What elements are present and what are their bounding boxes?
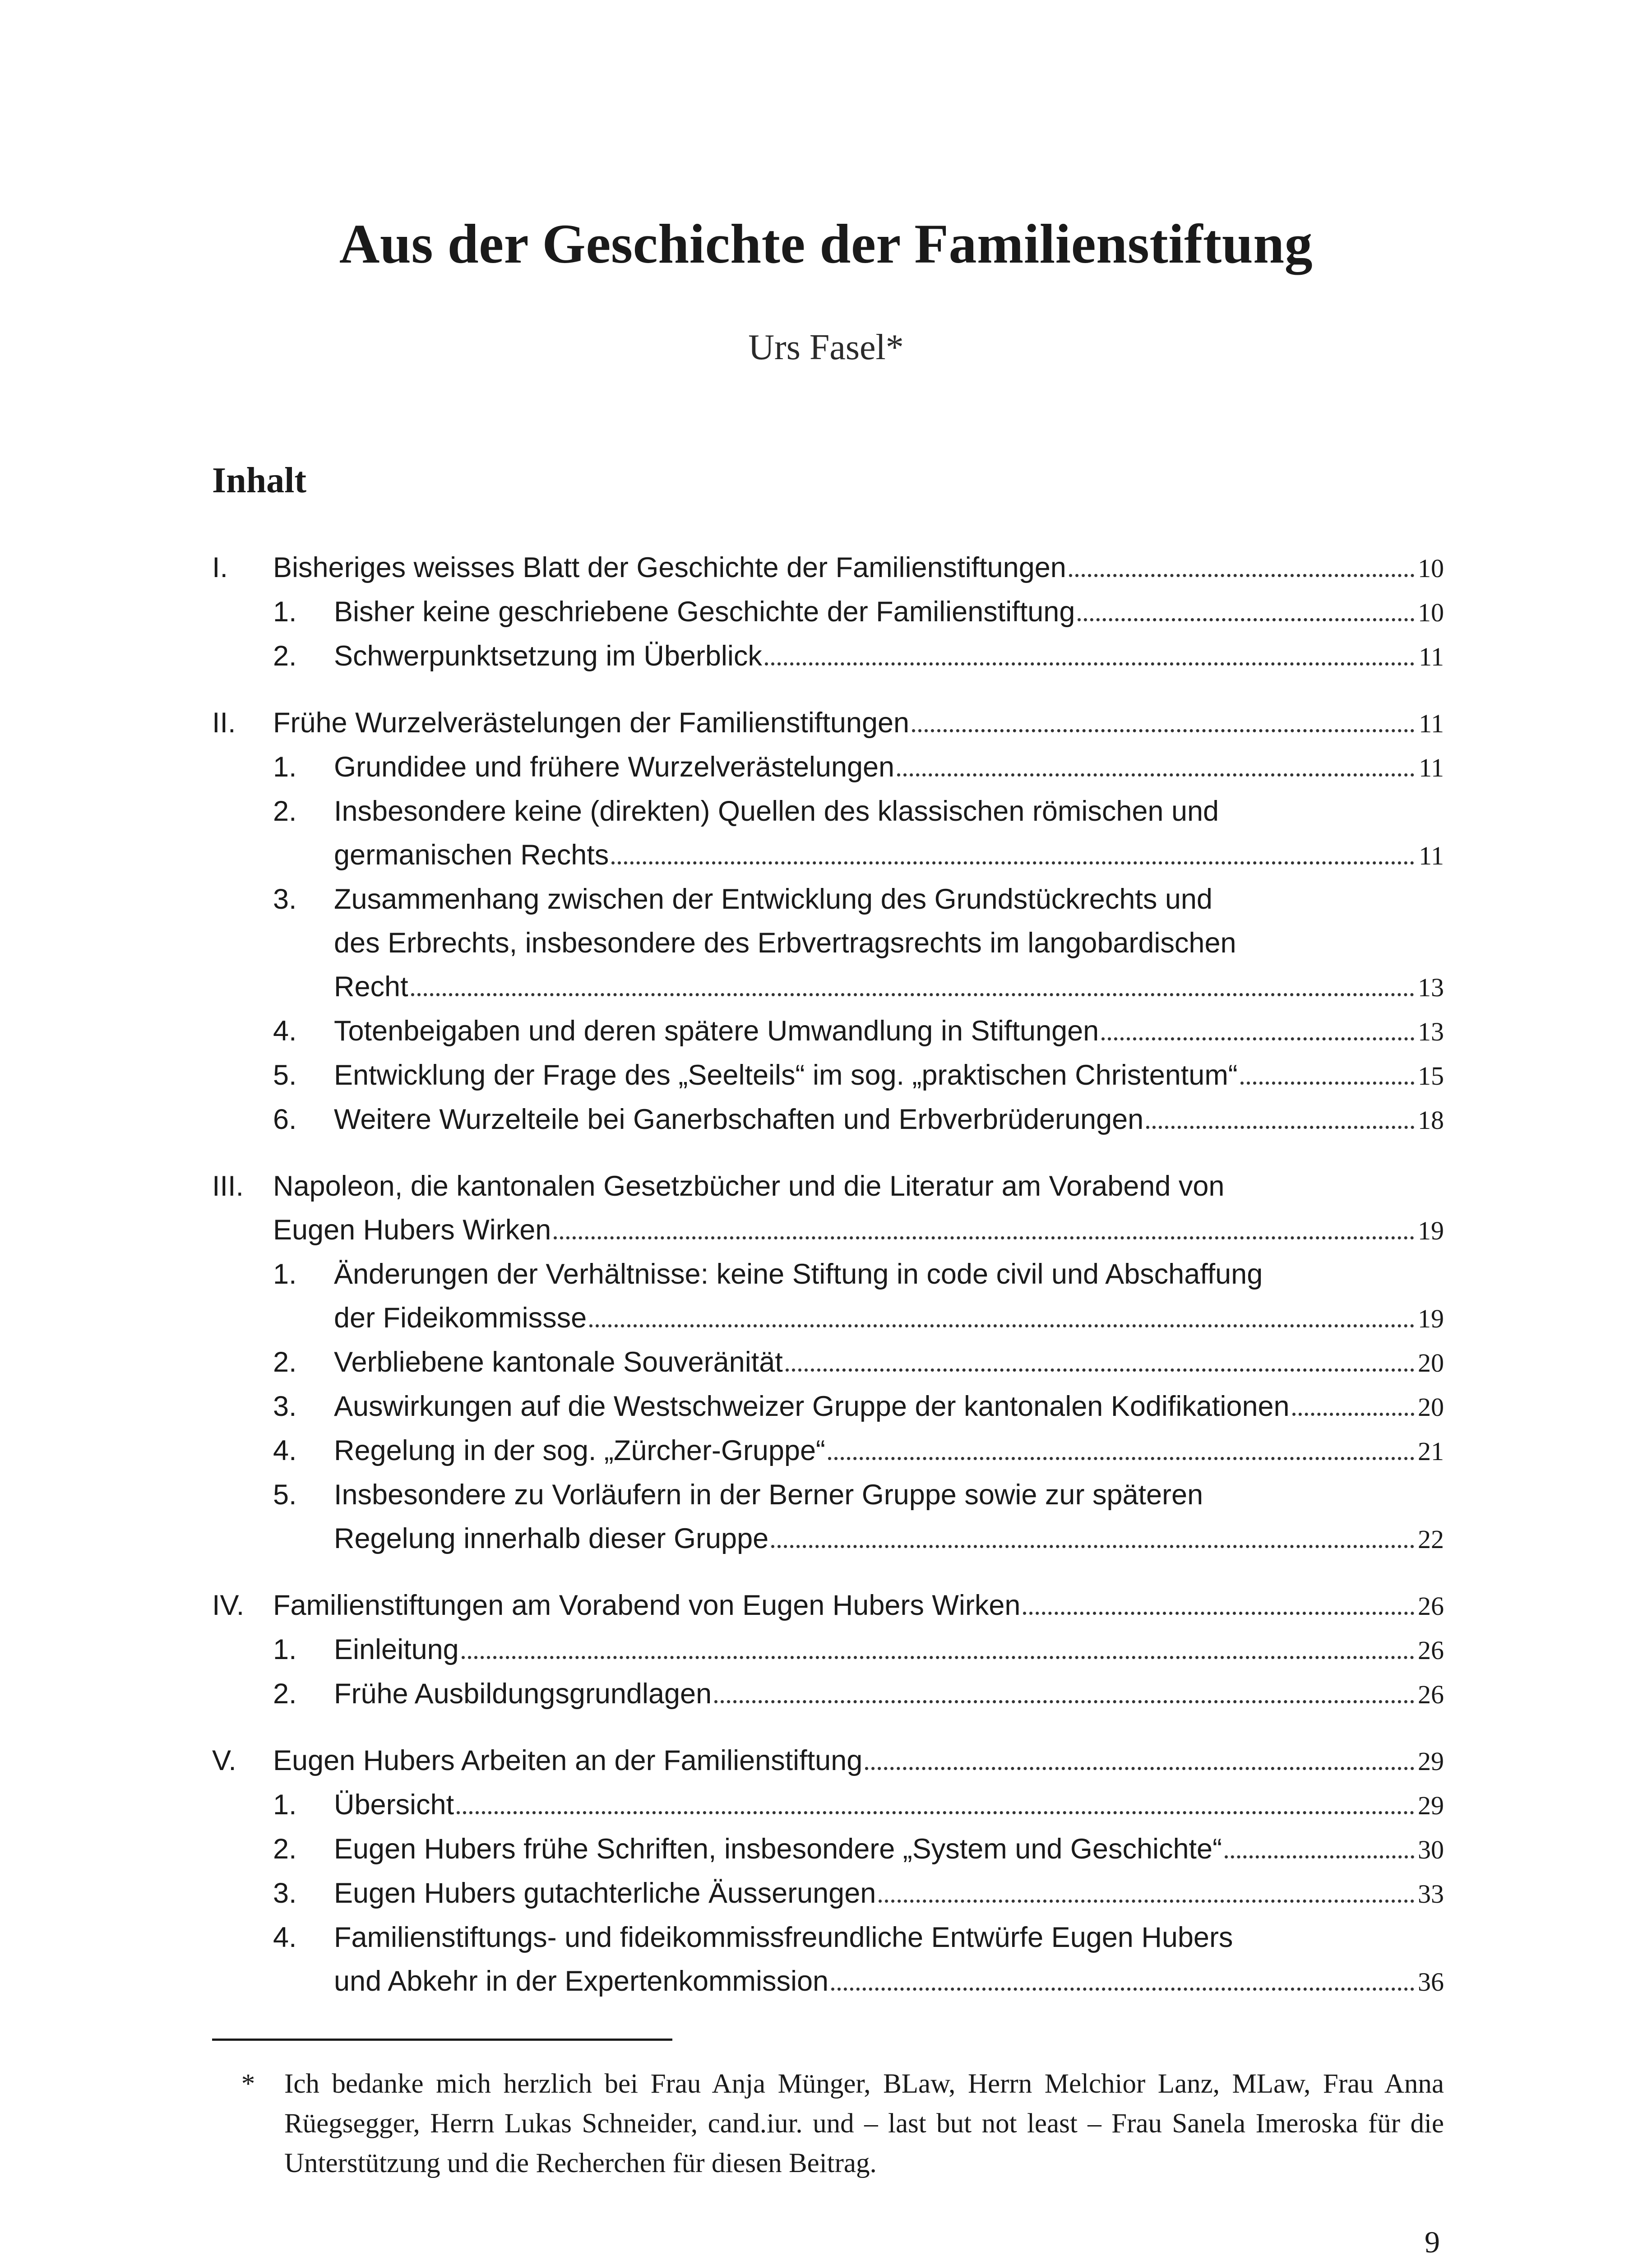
toc-section-entry: [212, 1739, 1444, 1783]
toc-entry-number: V.: [212, 1745, 236, 1776]
toc-page-number: 11: [1419, 753, 1444, 782]
toc-entry-number: 3.: [273, 1391, 297, 1422]
toc-entry-number: 1.: [273, 751, 297, 783]
toc-page-number: 15: [1418, 1061, 1444, 1091]
dot-leader: [879, 1900, 1414, 1903]
toc-subsection-entry: [212, 745, 1444, 790]
dot-leader: [1101, 1037, 1414, 1040]
toc-entry-text: Eugen Hubers Wirken: [273, 1214, 551, 1246]
toc-section-entry: [212, 1165, 1444, 1253]
toc-page-number: 26: [1418, 1680, 1444, 1709]
toc-page-number: 10: [1418, 554, 1444, 583]
dot-leader: [765, 662, 1414, 666]
toc-entry-number: 6.: [273, 1104, 297, 1135]
toc-subsection-entry: [212, 1672, 1444, 1716]
toc-entry-text: Familienstiftungs- und fideikommissfreundliche Entwürfe Eugen Hubers: [334, 1922, 1233, 1953]
toc-entry-number: 2.: [273, 1833, 297, 1865]
toc-entry-number: 2.: [273, 795, 297, 827]
toc-section: [212, 1739, 1444, 2004]
toc-subsection-entry: [212, 1429, 1444, 1473]
toc-page-number: 20: [1418, 1392, 1444, 1422]
toc-page-number: 30: [1418, 1835, 1444, 1864]
toc-page-number: 19: [1418, 1304, 1444, 1333]
toc-page-number: 26: [1418, 1591, 1444, 1621]
toc-entry-text: Grundidee und frühere Wurzelverästelungen: [334, 751, 895, 783]
dot-leader: [786, 1368, 1414, 1372]
toc-entry-text: Bisheriges weisses Blatt der Geschichte der Familienstiftungen: [273, 552, 1066, 583]
toc-entry-number: 2.: [273, 1346, 297, 1378]
toc-page-number: 11: [1419, 642, 1444, 671]
toc-entry-text: Weitere Wurzelteile bei Ganerbschaften und Erbverbrüderungen: [334, 1104, 1144, 1135]
toc-entry-text: Regelung in der sog. „Zürcher-Gruppe“: [334, 1435, 826, 1466]
page-number: 9: [1425, 2225, 1440, 2256]
toc-page-number: 18: [1418, 1105, 1444, 1135]
toc-entry-number: III.: [212, 1170, 244, 1202]
toc-page-number: 21: [1418, 1437, 1444, 1466]
dot-leader: [831, 1988, 1414, 1991]
toc-entry-number: 5.: [273, 1059, 297, 1091]
toc-subsection-entry: [212, 1783, 1444, 1827]
toc-subsection-entry: [212, 790, 1444, 878]
dot-leader: [1146, 1126, 1414, 1129]
toc-entry-text: Totenbeigaben und deren spätere Umwandlung in Stiftungen: [334, 1015, 1099, 1047]
toc-subsection-entry: [212, 590, 1444, 634]
toc-entry-number: 1.: [273, 1634, 297, 1665]
toc-entry-text: Recht: [334, 971, 408, 1003]
toc-subsection-entry: [212, 1916, 1444, 2004]
toc-page-number: 13: [1418, 1017, 1444, 1046]
toc-entry-text: Insbesondere keine (direkten) Quellen des klassischen römischen und: [334, 795, 1219, 827]
toc-subsection-entry: [212, 1009, 1444, 1054]
toc-page-number: 29: [1418, 1747, 1444, 1776]
toc-entry-text: der Fideikommissse: [334, 1302, 587, 1334]
toc-entry-number: 2.: [273, 640, 297, 672]
toc-page-number: 11: [1419, 709, 1444, 738]
toc-entry-number: 4.: [273, 1015, 297, 1047]
toc-entry-number: 5.: [273, 1479, 297, 1511]
toc-subsection-entry: [212, 1341, 1444, 1385]
toc-page-number: 29: [1418, 1791, 1444, 1820]
toc-entry-number: 3.: [273, 883, 297, 915]
dot-leader: [462, 1656, 1414, 1659]
toc-entry-number: II.: [212, 707, 236, 739]
toc-entry-text: Frühe Ausbildungsgrundlagen: [334, 1678, 712, 1710]
toc-page-number: 11: [1419, 841, 1444, 870]
toc-page-number: 36: [1418, 1967, 1444, 1997]
toc-subsection-entry: [212, 634, 1444, 679]
toc-entry-text: Änderungen der Verhältnisse: keine Stiftung in code civil und Abschaffung: [334, 1258, 1263, 1290]
toc-subsection-entry: [212, 1253, 1444, 1341]
dot-leader: [865, 1767, 1414, 1770]
dot-leader: [1069, 574, 1414, 577]
dot-leader: [1023, 1612, 1414, 1615]
author-name: Urs Fasel*: [748, 328, 904, 367]
toc-section: [212, 1584, 1444, 1716]
footnote: [212, 2064, 1444, 2183]
toc-page-number: 26: [1418, 1636, 1444, 1665]
toc-subsection-entry: [212, 1473, 1444, 1561]
toc-entry-text: Auswirkungen auf die Westschweizer Gruppe der kantonalen Kodifikationen: [334, 1391, 1290, 1422]
toc-page-number: 13: [1418, 973, 1444, 1002]
toc-page-number: 20: [1418, 1348, 1444, 1378]
dot-leader: [897, 773, 1414, 777]
toc-entry-text: Eugen Hubers frühe Schriften, insbesondere „System und Geschichte“: [334, 1833, 1222, 1865]
footnote-separator: [212, 2039, 672, 2041]
toc-entry-text: Bisher keine geschriebene Geschichte der Familienstiftung: [334, 596, 1075, 628]
toc-entry-text: Einleitung: [334, 1634, 459, 1665]
article-title: Aus der Geschichte der Familienstiftung: [339, 213, 1313, 275]
toc-entry-number: 1.: [273, 1258, 297, 1290]
toc-entry-number: 4.: [273, 1435, 297, 1466]
toc-entry-text: des Erbrechts, insbesondere des Erbvertragsrechts im langobardischen: [334, 927, 1236, 959]
dot-leader: [1240, 1082, 1414, 1085]
toc-entry-text: Familienstiftungen am Vorabend von Eugen Hubers Wirken: [273, 1590, 1021, 1621]
toc-entry-text: Entwicklung der Frage des „Seelteils“ im sog. „praktischen Christentum“: [334, 1059, 1238, 1091]
toc-entry-number: 4.: [273, 1922, 297, 1953]
toc-page-number: 22: [1418, 1525, 1444, 1554]
toc-entry-text: Frühe Wurzelverästelungen der Familienstiftungen: [273, 707, 910, 739]
toc-section-entry: [212, 1584, 1444, 1628]
dot-leader: [457, 1811, 1414, 1814]
toc-entry-text: Insbesondere zu Vorläufern in der Berner Gruppe sowie zur späteren: [334, 1479, 1203, 1511]
dot-leader: [611, 861, 1414, 864]
toc-entry-number: IV.: [212, 1590, 245, 1621]
toc-section-entry: [212, 701, 1444, 745]
dot-leader: [411, 993, 1414, 996]
toc-entry-text: Übersicht: [334, 1789, 454, 1821]
toc-entry-text: germanischen Rechts: [334, 839, 609, 871]
toc-entry-text: Zusammenhang zwischen der Entwicklung des Grundstückrechts und: [334, 883, 1212, 915]
toc-subsection-entry: [212, 1054, 1444, 1098]
toc-entry-text: Eugen Hubers Arbeiten an der Familienstiftung: [273, 1745, 863, 1776]
dot-leader: [1292, 1413, 1414, 1416]
toc-subsection-entry: [212, 1827, 1444, 1872]
dot-leader: [554, 1236, 1414, 1239]
dot-leader: [1225, 1855, 1414, 1858]
toc-subsection-entry: [212, 1628, 1444, 1672]
toc-section-entry: [212, 546, 1444, 590]
toc-section: [212, 546, 1444, 679]
toc-entry-text: Verbliebene kantonale Souveränität: [334, 1346, 783, 1378]
dot-leader: [714, 1700, 1414, 1703]
table-of-contents: [212, 546, 1444, 2026]
toc-page-number: 33: [1418, 1879, 1444, 1909]
toc-entry-number: 1.: [273, 596, 297, 628]
dot-leader: [828, 1457, 1414, 1460]
toc-entry-text: Schwerpunktsetzung im Überblick: [334, 640, 762, 672]
dot-leader: [589, 1324, 1414, 1327]
toc-entry-number: 2.: [273, 1678, 297, 1710]
toc-entry-text: Napoleon, die kantonalen Gesetzbücher und die Literatur am Vorabend von: [273, 1170, 1225, 1202]
toc-entry-text: Regelung innerhalb dieser Gruppe: [334, 1523, 769, 1554]
toc-page-number: 19: [1418, 1216, 1444, 1245]
footnote-text: Ich bedanke mich herzlich bei Frau Anja Münger, BLaw, Herrn Melchior Lanz, MLaw, Frau Anna Rüegsegger, Herrn Lukas Schneider, cand.iur. und – last but not least – Frau Sanela Imeroska für die Unterstützung und die Recherchen für diesen Beitrag.: [284, 2069, 1444, 2178]
toc-section: [212, 1165, 1444, 1561]
toc-entry-number: 1.: [273, 1789, 297, 1821]
toc-subsection-entry: [212, 878, 1444, 1009]
dot-leader: [771, 1545, 1414, 1548]
toc-entry-text: Eugen Hubers gutachterliche Äusserungen: [334, 1877, 876, 1909]
footnote-mark: *: [241, 2069, 255, 2099]
toc-subsection-entry: [212, 1098, 1444, 1142]
toc-entry-number: 3.: [273, 1877, 297, 1909]
toc-subsection-entry: [212, 1385, 1444, 1429]
dot-leader: [1078, 618, 1414, 621]
contents-heading: Inhalt: [212, 461, 306, 500]
dot-leader: [912, 729, 1414, 732]
toc-page-number: 10: [1418, 598, 1444, 627]
toc-section: [212, 701, 1444, 1142]
toc-subsection-entry: [212, 1872, 1444, 1916]
toc-entry-text: und Abkehr in der Expertenkommission: [334, 1965, 829, 1997]
toc-entry-number: I.: [212, 552, 228, 583]
